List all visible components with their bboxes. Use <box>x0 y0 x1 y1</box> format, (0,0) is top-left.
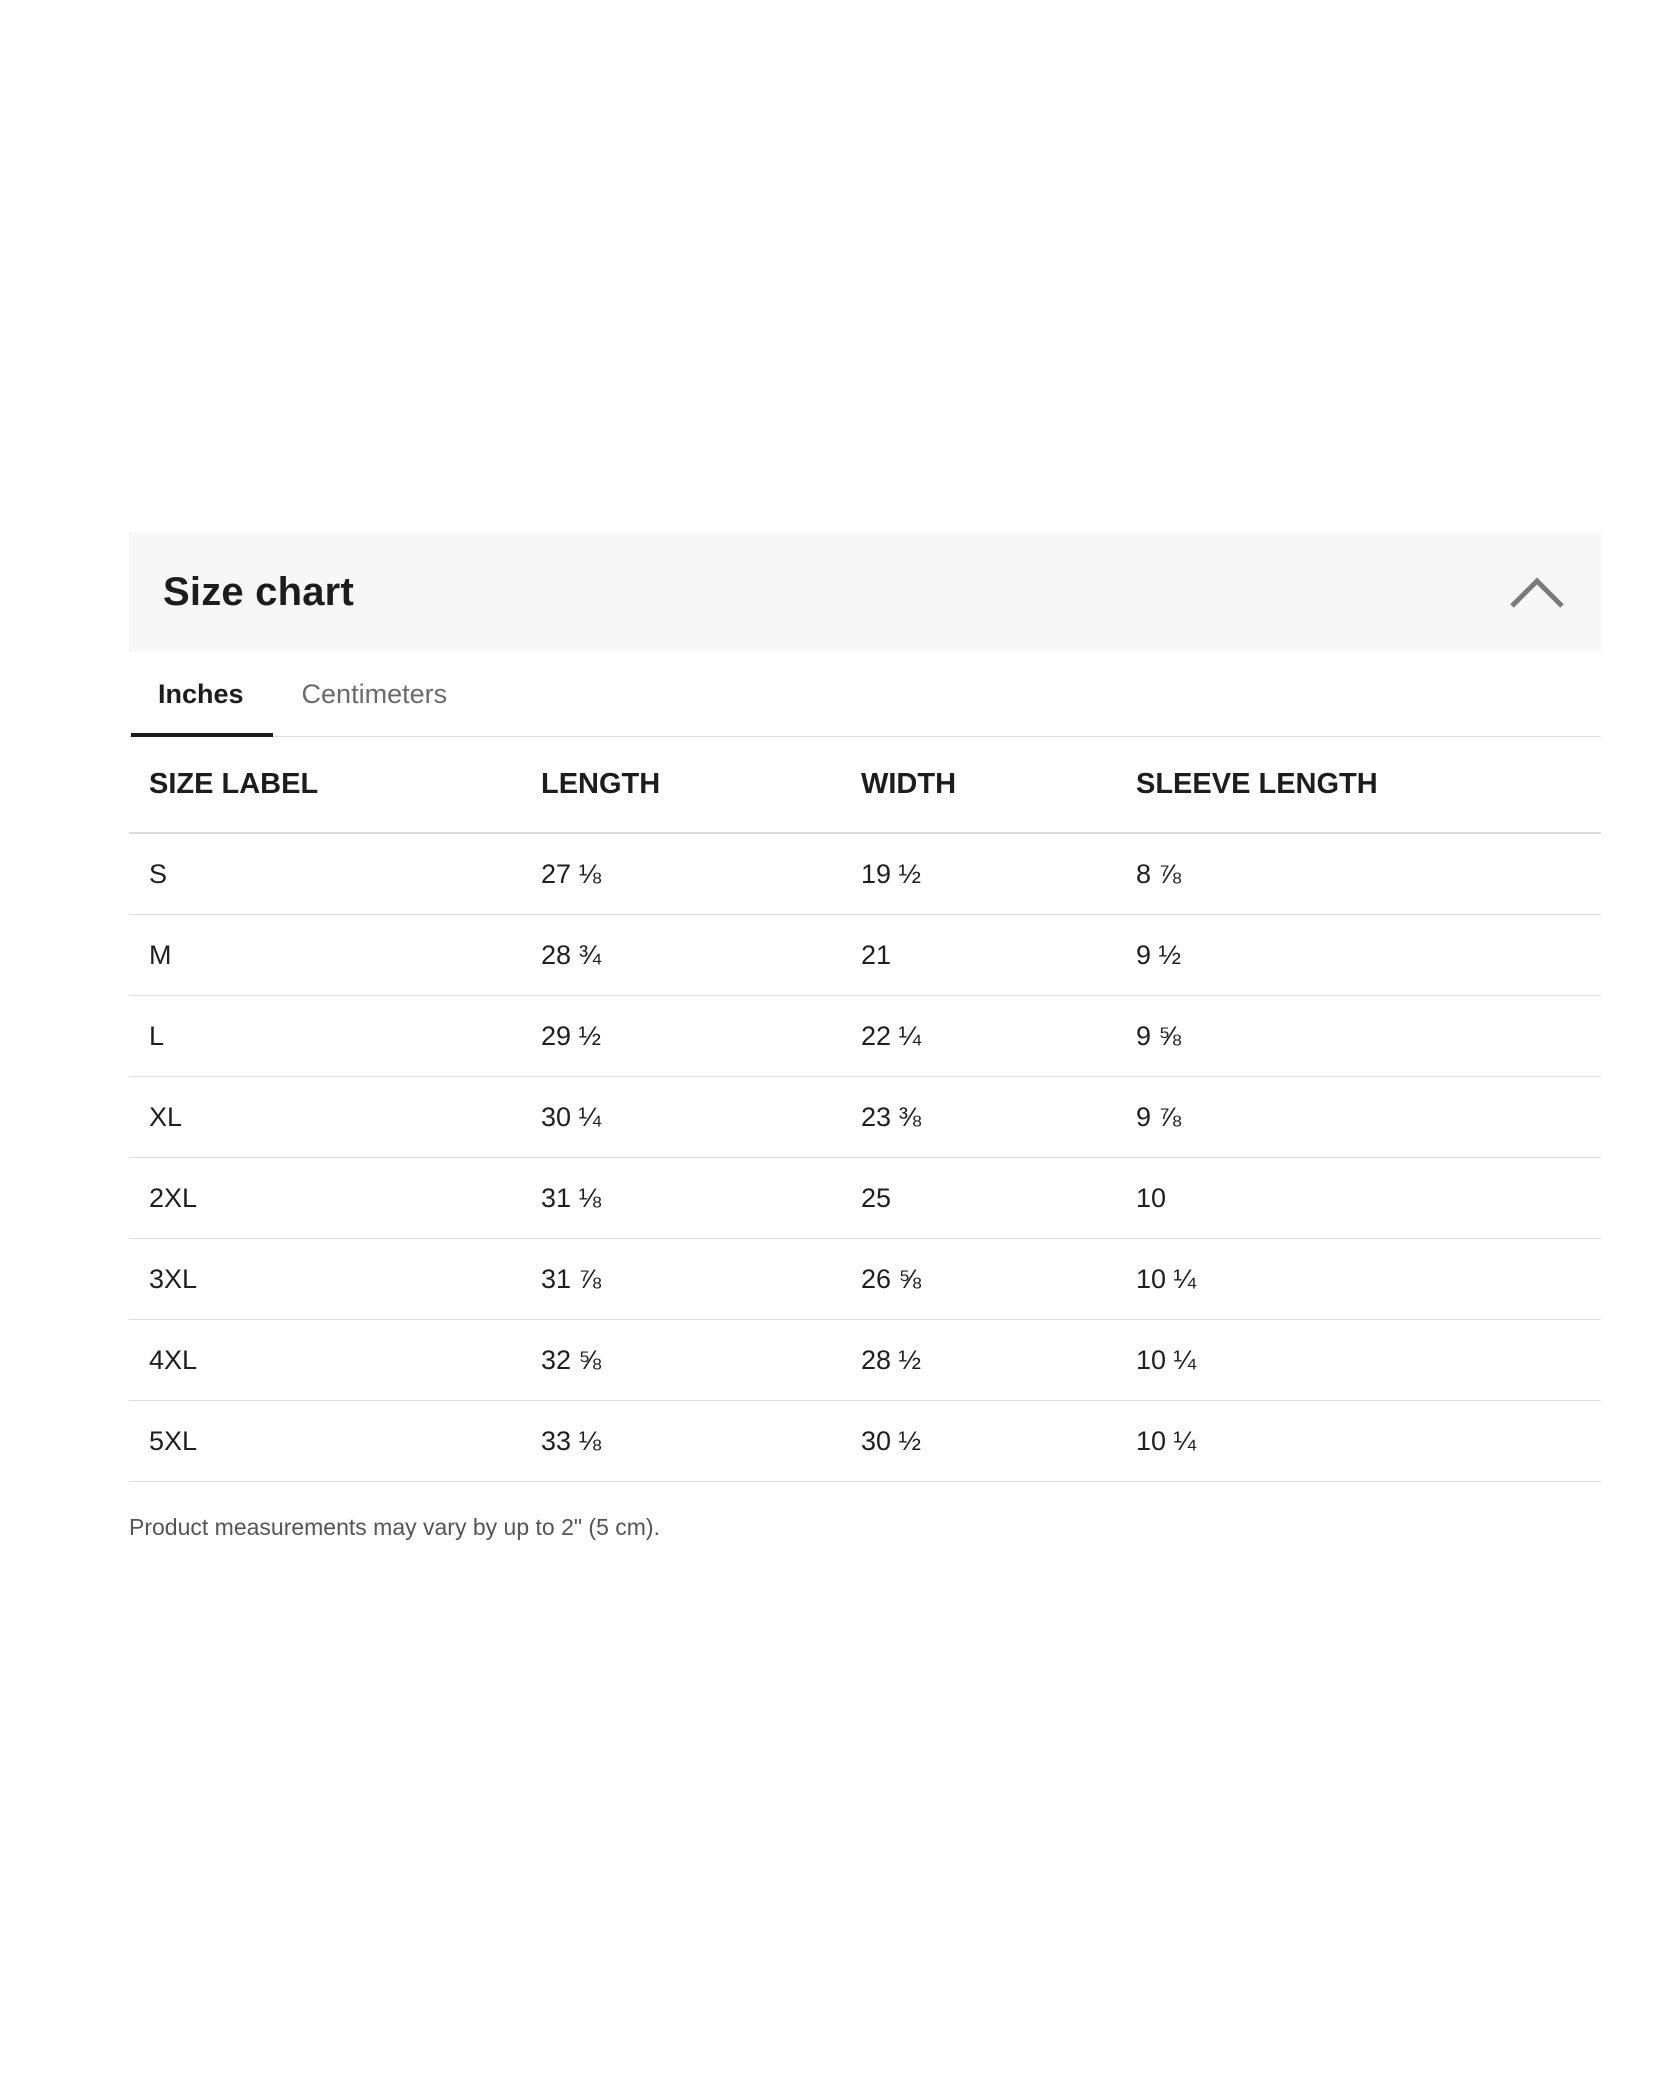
cell-width: 19 ½ <box>841 833 1116 915</box>
column-header-size-label: SIZE LABEL <box>129 737 521 833</box>
cell-width: 28 ½ <box>841 1320 1116 1401</box>
cell-length: 28 ¾ <box>521 915 841 996</box>
cell-size-label: L <box>129 996 521 1077</box>
cell-width: 21 <box>841 915 1116 996</box>
cell-sleeve-length: 9 ½ <box>1116 915 1601 996</box>
column-header-width: WIDTH <box>841 737 1116 833</box>
size-table <box>129 737 1601 1482</box>
cell-size-label: 2XL <box>129 1158 521 1239</box>
cell-length: 33 ⅛ <box>521 1401 841 1482</box>
cell-length: 31 ⅛ <box>521 1158 841 1239</box>
cell-sleeve-length: 10 ¼ <box>1116 1401 1601 1482</box>
size-chart-header[interactable] <box>129 532 1601 652</box>
column-header-length: LENGTH <box>521 737 841 833</box>
table-row <box>129 833 1601 915</box>
size-chart-title: Size chart <box>163 569 354 614</box>
cell-sleeve-length: 10 ¼ <box>1116 1320 1601 1401</box>
table-header-row <box>129 737 1601 833</box>
measurement-note: Product measurements may vary by up to 2" (5 cm). <box>129 1514 660 1540</box>
tab-centimeters[interactable]: Centimeters <box>301 678 448 709</box>
cell-width: 26 ⅝ <box>841 1239 1116 1320</box>
cell-size-label: S <box>129 833 521 915</box>
cell-length: 27 ⅛ <box>521 833 841 915</box>
table-row <box>129 915 1601 996</box>
cell-size-label: M <box>129 915 521 996</box>
chevron-up-icon <box>1509 575 1565 609</box>
tab-inches[interactable]: Inches <box>129 652 273 736</box>
cell-width: 25 <box>841 1158 1116 1239</box>
table-row <box>129 1158 1601 1239</box>
table-row <box>129 996 1601 1077</box>
cell-length: 30 ¼ <box>521 1077 841 1158</box>
cell-size-label: 5XL <box>129 1401 521 1482</box>
size-chart-panel <box>129 532 1601 1541</box>
cell-size-label: XL <box>129 1077 521 1158</box>
table-row <box>129 1401 1601 1482</box>
cell-size-label: 4XL <box>129 1320 521 1401</box>
table-row <box>129 1320 1601 1401</box>
cell-sleeve-length: 10 ¼ <box>1116 1239 1601 1320</box>
collapse-button[interactable] <box>1507 567 1567 617</box>
table-row <box>129 1239 1601 1320</box>
cell-sleeve-length: 9 ⅝ <box>1116 996 1601 1077</box>
cell-length: 29 ½ <box>521 996 841 1077</box>
cell-sleeve-length: 9 ⅞ <box>1116 1077 1601 1158</box>
cell-width: 30 ½ <box>841 1401 1116 1482</box>
cell-sleeve-length: 10 <box>1116 1158 1601 1239</box>
unit-tabs <box>129 652 1601 737</box>
cell-length: 32 ⅝ <box>521 1320 841 1401</box>
cell-width: 22 ¼ <box>841 996 1116 1077</box>
column-header-sleeve-length: SLEEVE LENGTH <box>1116 737 1601 833</box>
cell-sleeve-length: 8 ⅞ <box>1116 833 1601 915</box>
cell-size-label: 3XL <box>129 1239 521 1320</box>
cell-width: 23 ⅜ <box>841 1077 1116 1158</box>
cell-length: 31 ⅞ <box>521 1239 841 1320</box>
table-row <box>129 1077 1601 1158</box>
